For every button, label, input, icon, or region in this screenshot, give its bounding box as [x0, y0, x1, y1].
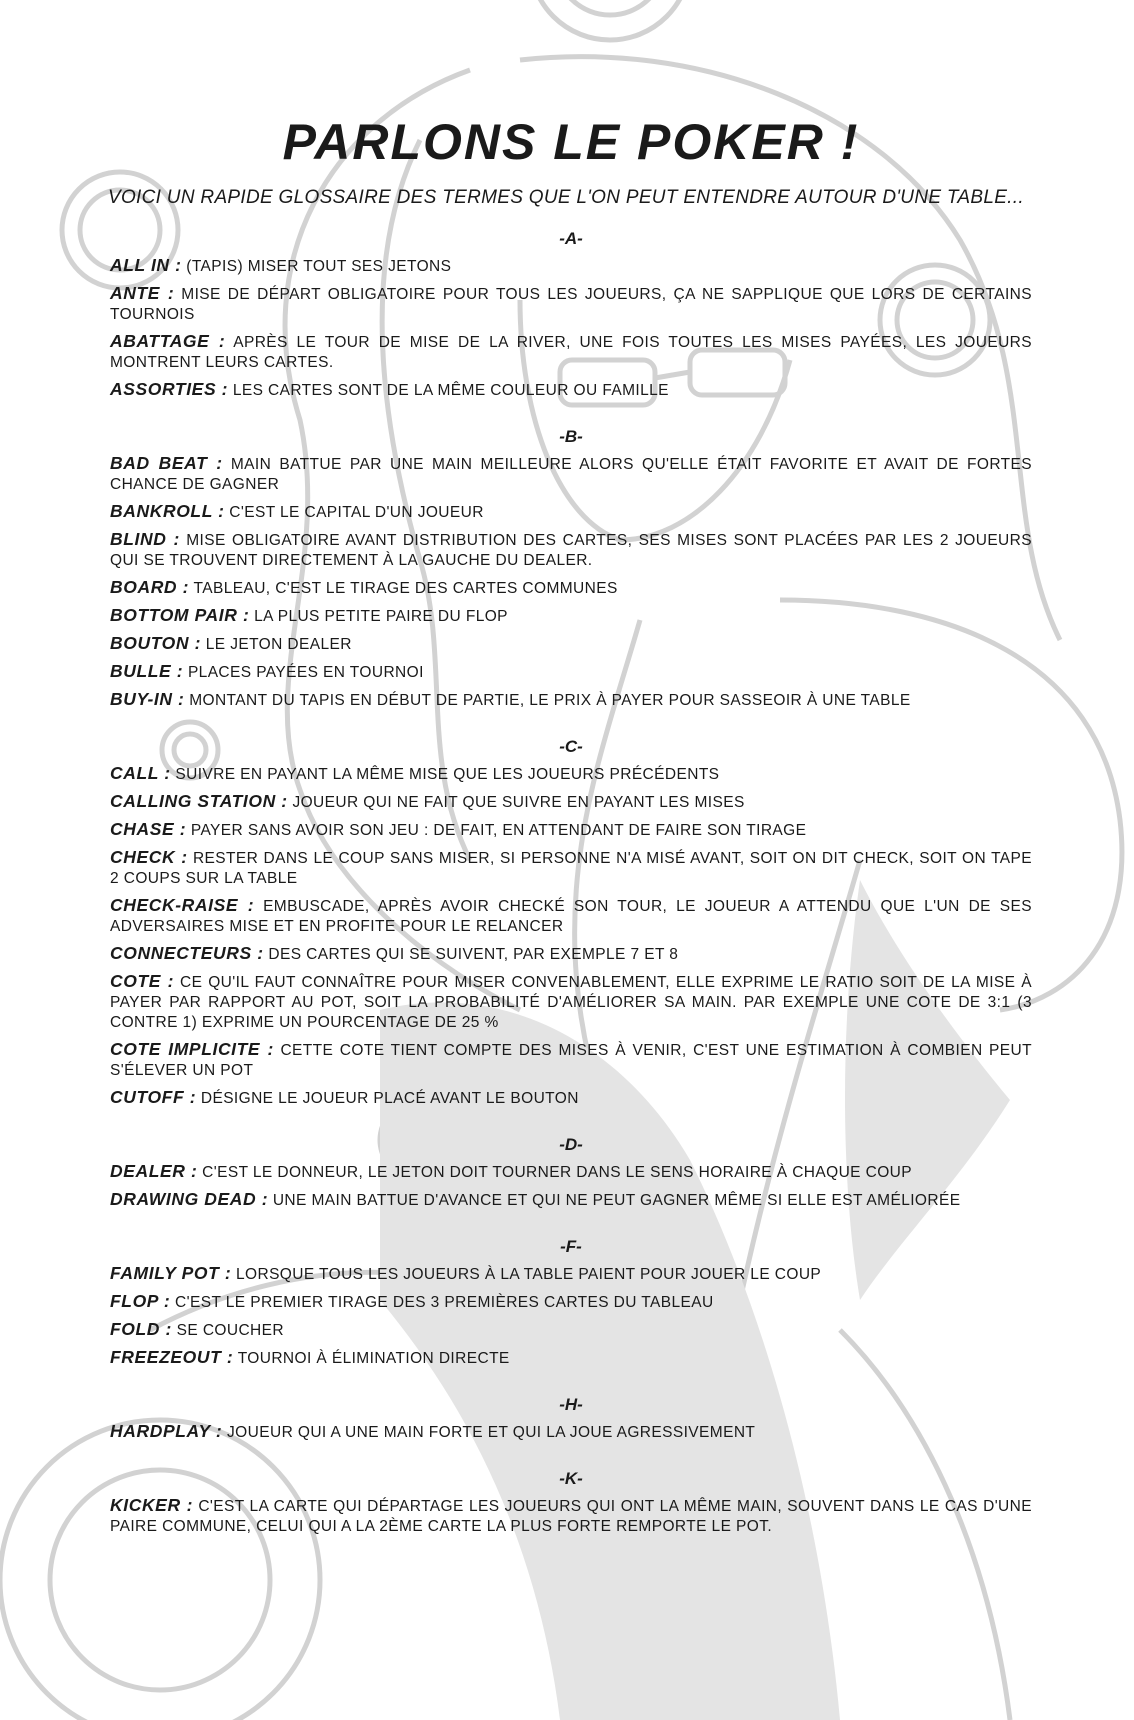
glossary-entry	[110, 1319, 1032, 1341]
glossary-term: FAMILY POT :	[110, 1263, 232, 1283]
glossary-term: BOARD :	[110, 577, 190, 597]
glossary-term: BULLE :	[110, 661, 184, 681]
glossary-definition: C'EST LE CAPITAL D'UN JOUEUR	[229, 504, 484, 521]
glossary-definition: C'EST LE PREMIER TIRAGE DES 3 PREMIÈRES CARTES DU TABLEAU	[175, 1294, 714, 1311]
glossary-definition: LORSQUE TOUS LES JOUEURS À LA TABLE PAIENT POUR JOUER LE COUP	[236, 1266, 822, 1283]
glossary-term: CUTOFF :	[110, 1087, 197, 1107]
section-letter: -H-	[559, 1395, 583, 1414]
glossary-definition: MISE DE DÉPART OBLIGATOIRE POUR TOUS LES JOUEURS, ÇA NE SAPPLIQUE QUE LORS DE CERTAINS TOURNOIS	[110, 286, 1032, 323]
glossary-term: COTE IMPLICITE :	[110, 1039, 274, 1059]
glossary-definition: SE COUCHER	[176, 1322, 284, 1339]
glossary-page	[110, 95, 1032, 1563]
glossary-term: BLIND :	[110, 529, 180, 549]
glossary-entry	[110, 943, 1032, 965]
glossary-entry	[110, 1347, 1032, 1369]
glossary-definition: DES CARTES QUI SE SUIVENT, PAR EXEMPLE 7 ET 8	[268, 946, 679, 963]
page-title: PARLONS LE POKER !	[282, 114, 860, 170]
glossary-definition: UNE MAIN BATTUE D'AVANCE ET QUI NE PEUT GAGNER MÊME SI ELLE EST AMÉLIORÉE	[272, 1192, 961, 1209]
section-letter: -A-	[559, 229, 583, 248]
glossary-definition: TOURNOI À ÉLIMINATION DIRECTE	[237, 1350, 510, 1367]
glossary-term: ASSORTIES :	[110, 379, 229, 399]
glossary-term: BOTTOM PAIR :	[110, 605, 250, 625]
glossary-entry	[110, 1421, 1032, 1443]
glossary-definition: PAYER SANS AVOIR SON JEU : DE FAIT, EN ATTENDANT DE FAIRE SON TIRAGE	[190, 822, 807, 839]
glossary-section	[110, 229, 1032, 401]
glossary-list	[110, 229, 1032, 1537]
glossary-definition: CETTE COTE TIENT COMPTE DES MISES À VENIR, C'EST UNE ESTIMATION À COMBIEN PEUT S'ÉLEVER UN POT	[110, 1042, 1032, 1079]
glossary-entry	[110, 1291, 1032, 1313]
glossary-term: ALL IN :	[110, 255, 182, 275]
glossary-term: CALL :	[110, 763, 171, 783]
glossary-definition: C'EST LE DONNEUR, LE JETON DOIT TOURNER DANS LE SENS HORAIRE À CHAQUE COUP	[202, 1164, 912, 1181]
glossary-entry	[110, 791, 1032, 813]
glossary-entry	[110, 255, 1032, 277]
glossary-definition: MAIN BATTUE PAR UNE MAIN MEILLEURE ALORS QU'ELLE ÉTAIT FAVORITE ET AVAIT DE FORTES CHANCE DE GAGNER	[110, 456, 1032, 493]
glossary-section	[110, 737, 1032, 1109]
glossary-term: BUY-IN :	[110, 689, 185, 709]
poker-chip-icon	[530, 0, 690, 40]
section-letter: -D-	[559, 1135, 583, 1154]
glossary-entry	[110, 1039, 1032, 1081]
glossary-entry	[110, 1087, 1032, 1109]
glossary-entry	[110, 763, 1032, 785]
glossary-entry	[110, 819, 1032, 841]
glossary-definition: CE QU'IL FAUT CONNAÎTRE POUR MISER CONVENABLEMENT, ELLE EXPRIME LE RATIO SOIT DE LA MISE À PAYER PAR RAPPORT AU POT, SOIT LA PROBABILITÉ D'AMÉLIORER SA MAIN. PAR EXEMPLE UNE COTE DE 3:1 (3 CONTRE 1) EXPRIME UN POURCENTAGE DE 25 %	[110, 974, 1033, 1031]
glossary-definition: LA PLUS PETITE PAIRE DU FLOP	[254, 608, 508, 625]
glossary-term: DRAWING DEAD :	[110, 1189, 269, 1209]
glossary-entry	[110, 971, 1032, 1033]
glossary-definition: DÉSIGNE LE JOUEUR PLACÉ AVANT LE BOUTON	[200, 1090, 579, 1107]
glossary-term: CHECK-RAISE :	[110, 895, 255, 915]
glossary-entry	[110, 1161, 1032, 1183]
glossary-definition: SUIVRE EN PAYANT LA MÊME MISE QUE LES JOUEURS PRÉCÉDENTS	[175, 766, 720, 783]
glossary-section	[110, 427, 1032, 711]
glossary-entry	[110, 501, 1032, 523]
glossary-entry	[110, 577, 1032, 599]
glossary-definition: MISE OBLIGATOIRE AVANT DISTRIBUTION DES CARTES, SES MISES SONT PLACÉES PAR LES 2 JOUEURS QUI SE TROUVENT DIRECTEMENT À LA GAUCHE DU DEALER.	[110, 532, 1032, 569]
glossary-section	[110, 1469, 1032, 1537]
glossary-definition: LE JETON DEALER	[205, 636, 352, 653]
section-letter: -C-	[559, 737, 583, 756]
glossary-entry	[110, 1263, 1032, 1285]
glossary-entry	[110, 847, 1032, 889]
glossary-term: CHECK :	[110, 847, 188, 867]
glossary-section	[110, 1395, 1032, 1443]
glossary-entry	[110, 529, 1032, 571]
glossary-term: BOUTON :	[110, 633, 202, 653]
glossary-entry	[110, 453, 1032, 495]
glossary-definition: LES CARTES SONT DE LA MÊME COULEUR OU FAMILLE	[232, 382, 669, 399]
glossary-section	[110, 1135, 1032, 1211]
glossary-term: BANKROLL :	[110, 501, 225, 521]
glossary-entry	[110, 605, 1032, 627]
section-letter: -B-	[559, 427, 583, 446]
glossary-definition: (TAPIS) MISER TOUT SES JETONS	[186, 258, 452, 275]
glossary-term: HARDPLAY :	[110, 1421, 223, 1441]
glossary-term: CONNECTEURS :	[110, 943, 264, 963]
glossary-term: FREEZEOUT :	[110, 1347, 234, 1367]
glossary-entry	[110, 331, 1032, 373]
section-letter: -F-	[560, 1237, 582, 1256]
glossary-definition: JOUEUR QUI NE FAIT QUE SUIVRE EN PAYANT LES MISES	[292, 794, 745, 811]
glossary-definition: PLACES PAYÉES EN TOURNOI	[187, 664, 424, 681]
glossary-definition: RESTER DANS LE COUP SANS MISER, SI PERSONNE N'A MISÉ AVANT, SOIT ON DIT CHECK, SOIT ON TAPE 2 COUPS SUR LA TABLE	[110, 850, 1032, 887]
glossary-definition: MONTANT DU TAPIS EN DÉBUT DE PARTIE, LE PRIX À PAYER POUR SASSEOIR À UNE TABLE	[189, 692, 911, 709]
glossary-entry	[110, 1189, 1032, 1211]
glossary-term: ABATTAGE :	[110, 331, 226, 351]
glossary-definition: APRÈS LE TOUR DE MISE DE LA RIVER, UNE FOIS TOUTES LES MISES PAYÉES, LES JOUEURS MONTRENT LEURS CARTES.	[110, 334, 1032, 371]
glossary-entry	[110, 379, 1032, 401]
glossary-definition: EMBUSCADE, APRÈS AVOIR CHECKÉ SON TOUR, LE JOUEUR A ATTENDU QUE L'UN DE SES ADVERSAIRES MISE ET EN PROFITE POUR LE RELANCER	[110, 898, 1032, 935]
glossary-term: ANTE :	[110, 283, 175, 303]
glossary-term: FOLD :	[110, 1319, 172, 1339]
glossary-entry	[110, 1495, 1032, 1537]
glossary-term: KICKER :	[110, 1495, 194, 1515]
glossary-entry	[110, 689, 1032, 711]
glossary-definition: JOUEUR QUI A UNE MAIN FORTE ET QUI LA JOUE AGRESSIVEMENT	[227, 1424, 756, 1441]
glossary-term: CHASE :	[110, 819, 187, 839]
glossary-section	[110, 1237, 1032, 1369]
glossary-term: FLOP :	[110, 1291, 171, 1311]
glossary-term: CALLING STATION :	[110, 791, 288, 811]
glossary-entry	[110, 661, 1032, 683]
glossary-entry	[110, 633, 1032, 655]
glossary-term: BAD BEAT :	[110, 453, 223, 473]
glossary-term: DEALER :	[110, 1161, 198, 1181]
section-letter: -K-	[559, 1469, 583, 1488]
glossary-entry	[110, 895, 1032, 937]
glossary-term: COTE :	[110, 971, 175, 991]
intro-text: VOICI UN RAPIDE GLOSSAIRE DES TERMES QUE L'ON PEUT ENTENDRE AUTOUR D'UNE TABLE...	[108, 187, 1024, 208]
glossary-definition: C'EST LA CARTE QUI DÉPARTAGE LES JOUEURS QUI ONT LA MÊME MAIN, SOUVENT DANS LE CAS D'UNE PAIRE COMMUNE, CELUI QUI A LA 2ÈME CARTE LA PLUS FORTE REMPORTE LE POT.	[110, 1498, 1032, 1535]
glossary-definition: TABLEAU, C'EST LE TIRAGE DES CARTES COMMUNES	[193, 580, 618, 597]
glossary-entry	[110, 283, 1032, 325]
